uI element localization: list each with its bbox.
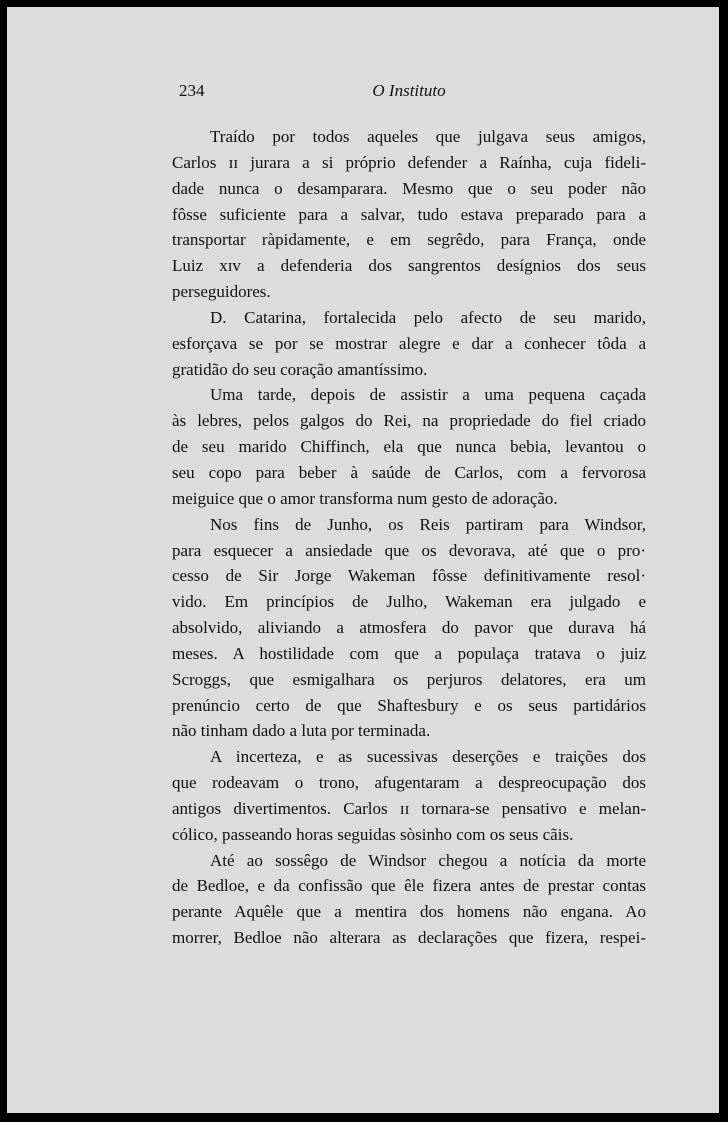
- running-title: O Instituto: [372, 81, 446, 100]
- text-line: meses. A hostilidade com que a populaça tratava o juiz: [172, 643, 646, 663]
- text-line: perante Aquêle que a mentira dos homens não engana. Ao: [172, 902, 646, 922]
- text-line: esforçava se por se mostrar alegre e dar a conhecer tôda a: [172, 333, 646, 353]
- text-line: perseguidores.: [172, 282, 271, 302]
- text-line: seu copo para beber à saúde de Carlos, com a fervorosa: [172, 462, 646, 482]
- text-line: gratidão do seu coração amantíssimo.: [172, 359, 428, 379]
- text-line: de Bedloe, e da confissão que êle fizera antes de prestar contas: [172, 876, 646, 896]
- text-line: Até ao sossêgo de Windsor chegou a notícia da morte: [210, 850, 646, 870]
- text-line: cesso de Sir Jorge Wakeman fôsse definitivamente resol·: [172, 566, 646, 586]
- text-line: Carlos ɪɪ jurara a si próprio defender a Raínha, cuja fideli-: [172, 152, 646, 172]
- text-line: Traído por todos aqueles que julgava seus amigos,: [210, 127, 646, 146]
- text-line: meiguice que o amor transforma num gesto de adoração.: [172, 488, 558, 508]
- text-line: fôsse suficiente para a salvar, tudo estava preparado para a: [172, 204, 646, 224]
- text-line: transportar ràpidamente, e em segrêdo, para França, onde: [172, 230, 646, 250]
- text-line: de seu marido Chiffinch, ela que nunca bebia, levantou o: [172, 437, 646, 457]
- text-line: Uma tarde, depois de assistir a uma pequena caçada: [210, 385, 646, 405]
- text-line: não tinham dado a luta por terminada.: [172, 721, 431, 741]
- body-text: [172, 124, 646, 951]
- text-line: que rodeavam o trono, afugentaram a despreocupação dos: [172, 773, 646, 793]
- text-line: vido. Em princípios de Julho, Wakeman era julgado e: [172, 592, 646, 612]
- book-page: [7, 7, 719, 1113]
- text-line: D. Catarina, fortalecida pelo afecto de seu marido,: [210, 307, 646, 327]
- text-line: para esquecer a ansiedade que os devorava, até que o pro·: [172, 540, 646, 560]
- page-header: [172, 81, 646, 105]
- text-line: às lebres, pelos galgos do Rei, na propriedade do fiel criado: [172, 411, 646, 431]
- page-number: 234: [179, 81, 205, 100]
- text-line: dade nunca o desamparara. Mesmo que o seu poder não: [172, 178, 646, 198]
- text-line: morrer, Bedloe não alterara as declarações que fizera, respei-: [172, 928, 646, 948]
- text-line: A incerteza, e as sucessivas deserções e traições dos: [210, 747, 646, 767]
- text-line: antigos divertimentos. Carlos ɪɪ tornara-se pensativo e melan-: [172, 798, 646, 818]
- text-line: Nos fins de Junho, os Reis partiram para Windsor,: [210, 514, 646, 534]
- text-line: Luiz xɪv a defenderia dos sangrentos desígnios dos seus: [172, 256, 646, 276]
- text-line: prenúncio certo de que Shaftesbury e os seus partidários: [172, 695, 646, 715]
- text-line: Scroggs, que esmigalhara os perjuros delatores, era um: [172, 669, 646, 689]
- text-line: cólico, passeando horas seguidas sòsinho com os seus cãis.: [172, 824, 574, 844]
- text-line: absolvido, aliviando a atmosfera do pavor que durava há: [172, 618, 646, 638]
